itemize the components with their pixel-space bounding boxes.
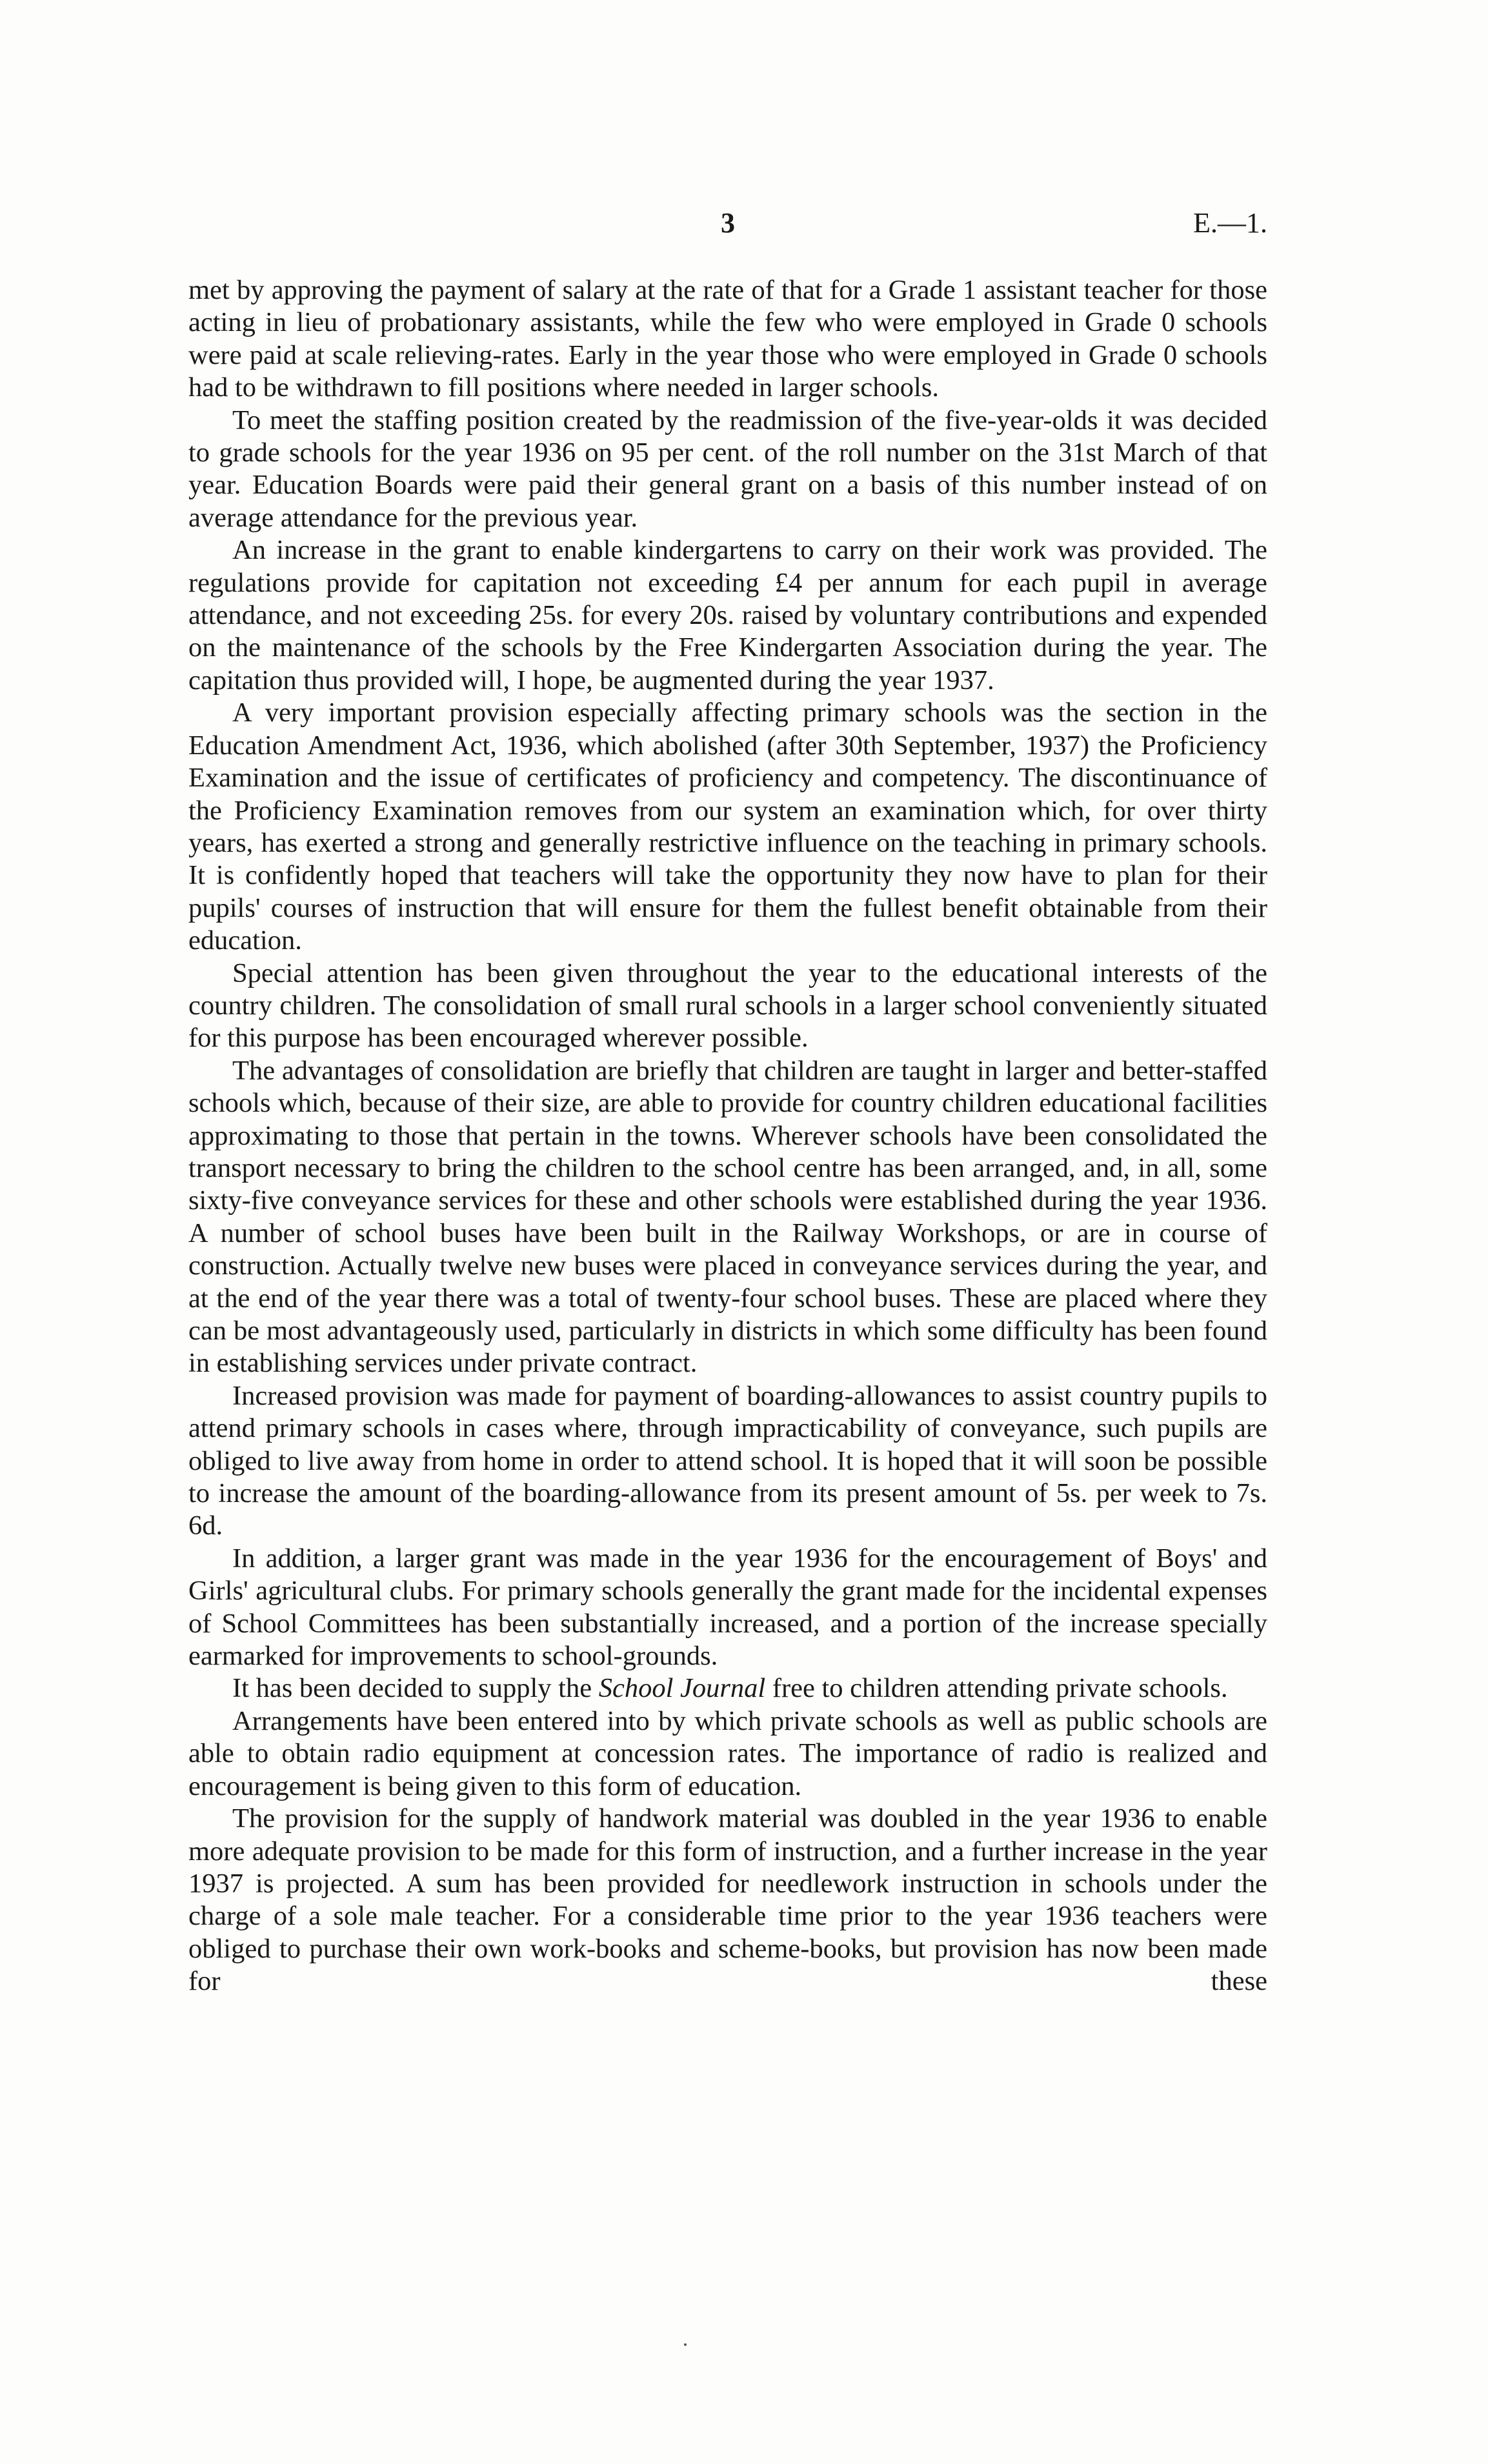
stray-ink-dot [684, 2343, 687, 2346]
document-reference: E.—1. [1193, 207, 1267, 239]
school-journal-text-before: It has been decided to supply the [232, 1673, 599, 1704]
paragraph-agricultural-clubs: In addition, a larger grant was made in the year 1936 for the encouragement of Boys' and Girls' agricultural clubs. For primary schools generally the grant made for the incidental expenses of School Committees has been substantially increased, and a portion of the increase specially earmarked for improvements to school-grounds. [188, 1543, 1267, 1672]
paragraph-boarding-allowances: Increased provision was made for payment of boarding-allowances to assist country pupils to attend primary schools in cases where, through impracticability of conveyance, such pupils are obliged to live away from home in order to attend school. It is hoped that it will soon be possible to increase the amount of the boarding-allowance from its present amount of 5s. per week to 7s. 6d. [188, 1380, 1267, 1541]
paragraph-school-journal [188, 1672, 1267, 1705]
paragraph-consolidation: The advantages of consolidation are briefly that children are taught in larger and better-staffed schools which, because of their size, are able to provide for country children educational facilities approximating to those that pertain in the towns. Wherever schools have been consolidated the transport necessary to bring the children to the school centre has been arranged, and, in all, some sixty-five conveyance services for these and other schools were established during the year 1936. A number of school buses have been built in the Railway Workshops, or are in course of construction. Actually twelve new buses were placed in conveyance services during the year, and at the end of the year there was a total of twenty-four school buses. These are placed where they can be most advantageously used, particularly in districts in which some difficulty has been found in establishing services under private contract. [188, 1055, 1267, 1379]
paragraph-country-children: Special attention has been given throughout the year to the educational interests of the country children. The consolidation of small rural schools in a larger school conveniently situated for this purpose has been encouraged wherever possible. [188, 957, 1267, 1054]
paragraph-kindergartens: An increase in the grant to enable kindergartens to carry on their work was provided. The regulations provide for capitation not exceeding £4 per annum for each pupil in average attendance, and not exceeding 25s. for every 20s. raised by voluntary contributions and expended on the maintenance of the schools by the Free Kindergarten Association during the year. The capitation thus provided will, I hope, be augmented during the year 1937. [188, 535, 1267, 696]
paragraph-handwork: The provision for the supply of handwork material was doubled in the year 1936 to enable more adequate provision to be made for this form of instruction, and a further increase in the year 1937 is projected. A sum has been provided for needlework instruction in schools under the charge of a sole male teacher. For a considerable time prior to the year 1936 teachers were obliged to purchase their own work-books and scheme-books, but provision has now been made for these [188, 1803, 1267, 1997]
school-journal-text-after: free to children attending private schools. [765, 1673, 1228, 1704]
running-head [188, 204, 1267, 243]
paragraph-continued: met by approving the payment of salary at the rate of that for a Grade 1 assistant teacher for those acting in lieu of probationary assistants, while the few who were employed in Grade 0 schools were paid at scale relieving-rates. Early in the year those who were employed in Grade 0 schools had to be withdrawn to fill positions where needed in larger schools. [188, 275, 1267, 403]
school-journal-title: School Journal [598, 1673, 766, 1704]
page-number: 3 [721, 207, 735, 239]
paragraph-proficiency-examination: A very important provision especially affecting primary schools was the section in the Education Amendment Act, 1936, which abolished (after 30th September, 1937) the Proficiency Examination and the issue of certificates of proficiency and competency. The discontinuance of the Proficiency Examination removes from our system an examination which, for over thirty years, has exerted a strong and generally restrictive influence on the teaching in primary schools. It is confidently hoped that teachers will take the opportunity they now have to plan for their pupils' courses of instruction that will ensure for them the fullest benefit obtainable from their education. [188, 697, 1267, 956]
body-text [188, 274, 1267, 1998]
paragraph-radio: Arrangements have been entered into by which private schools as well as public schools are able to obtain radio equipment at concession rates. The importance of radio is realized and encouragement is being given to this form of education. [188, 1705, 1267, 1801]
paragraph-staffing: To meet the staffing position created by the readmission of the five-year-olds it was decided to grade schools for the year 1936 on 95 per cent. of the roll number on the 31st March of that year. Education Boards were paid their general grant on a basis of this number instead of on average attendance for the previous year. [188, 405, 1267, 533]
